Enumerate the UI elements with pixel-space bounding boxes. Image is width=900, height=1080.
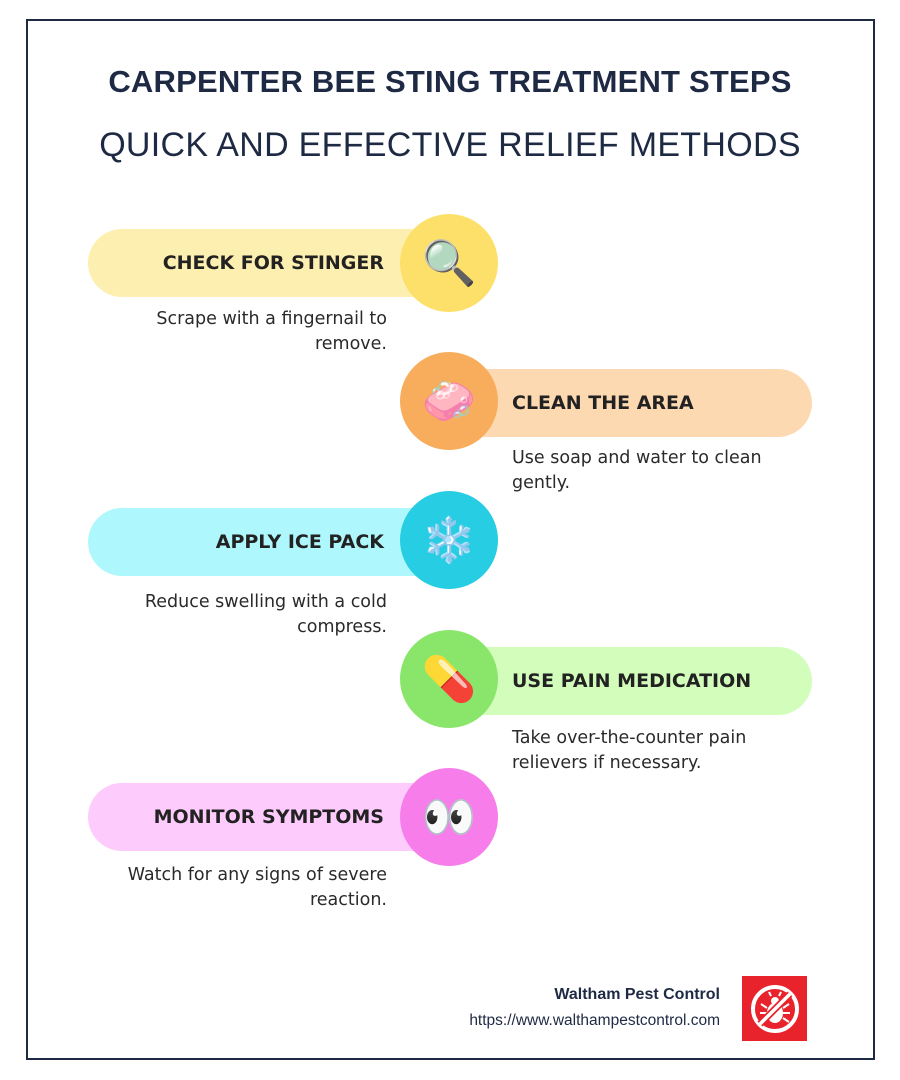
snowflake-icon: ❄️: [421, 515, 477, 566]
step-2-icon-circle: [400, 352, 498, 450]
step-4-icon-circle: [400, 630, 498, 728]
step-3-icon-circle: [400, 491, 498, 589]
step-2-description: Use soap and water to clean gently.: [512, 448, 762, 493]
company-name: Waltham Pest Control: [554, 986, 720, 1003]
no-bugs-icon: [748, 982, 802, 1036]
page-title: CARPENTER BEE STING TREATMENT STEPS: [108, 64, 792, 99]
company-url[interactable]: https://www.walthampestcontrol.com: [469, 1012, 720, 1029]
step-5-banner: [88, 783, 448, 851]
pill-icon: 💊: [421, 654, 477, 705]
step-3-title: APPLY ICE PACK: [215, 531, 384, 553]
soap-icon: 🧼: [421, 376, 477, 427]
step-4-banner: [450, 647, 812, 715]
magnifying-glass-icon: 🔍: [421, 238, 477, 289]
step-4-title: USE PAIN MEDICATION: [512, 670, 752, 692]
company-logo: [742, 976, 807, 1041]
step-1-icon-circle: [400, 214, 498, 312]
step-2-title: CLEAN THE AREA: [512, 392, 694, 414]
step-3-banner: [88, 508, 448, 576]
step-2-banner: [450, 369, 812, 437]
page-subtitle: QUICK AND EFFECTIVE RELIEF METHODS: [99, 126, 801, 164]
step-1-description: Scrape with a fingernail to remove.: [156, 309, 387, 354]
step-5-title: MONITOR SYMPTOMS: [153, 806, 384, 828]
step-5-icon-circle: [400, 768, 498, 866]
step-3-description: Reduce swelling with a cold compress.: [144, 592, 387, 637]
step-5-description: Watch for any signs of severe reaction.: [127, 865, 387, 910]
step-1-banner: [88, 229, 448, 297]
step-1-title: CHECK FOR STINGER: [162, 252, 384, 274]
step-4-description: Take over-the-counter pain relievers if necessary.: [512, 728, 747, 773]
eyes-icon: 👀: [421, 792, 477, 843]
